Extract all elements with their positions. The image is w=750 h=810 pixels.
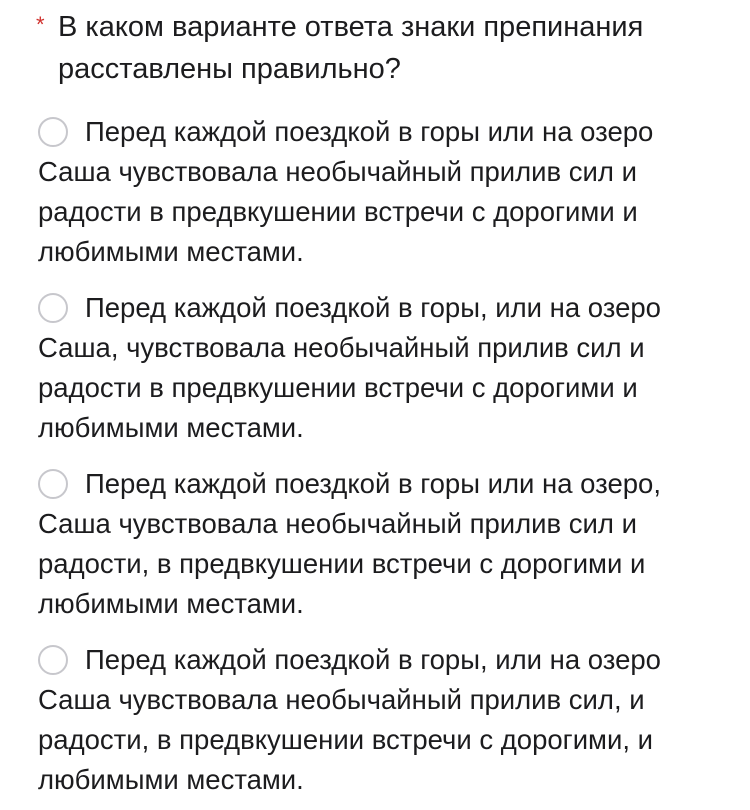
answer-option-4[interactable] <box>38 640 728 800</box>
radio-button-4[interactable] <box>38 645 68 675</box>
required-mark: * <box>36 12 45 37</box>
answer-option-text: Перед каждой поездкой в горы, или на озеро Саша, чувствовала необычайный прилив сил и радости в предвкушении встречи с дорогими и любимыми местами. <box>38 292 661 443</box>
radio-button-1[interactable] <box>38 117 68 147</box>
question <box>36 6 736 90</box>
radio-button-2[interactable] <box>38 293 68 323</box>
answer-option-3[interactable] <box>38 464 728 624</box>
question-text: В каком варианте ответа знаки препинания расставлены правильно? <box>58 11 644 85</box>
radio-button-3[interactable] <box>38 469 68 499</box>
answer-option-text: Перед каждой поездкой в горы, или на озеро Саша чувствовала необычайный прилив сил, и радости, в предвкушении встречи с дорогими, и любимыми местами. <box>38 644 661 795</box>
answer-option-text: Перед каждой поездкой в горы или на озеро Саша чувствовала необычайный прилив сил и радости в предвкушении встречи с дорогими и любимыми местами. <box>38 116 654 267</box>
answer-option-text: Перед каждой поездкой в горы или на озеро, Саша чувствовала необычайный прилив сил и радости, в предвкушении встречи с дорогими и любимыми местами. <box>38 468 661 619</box>
answer-option-1[interactable] <box>38 112 728 272</box>
answer-option-2[interactable] <box>38 288 728 448</box>
